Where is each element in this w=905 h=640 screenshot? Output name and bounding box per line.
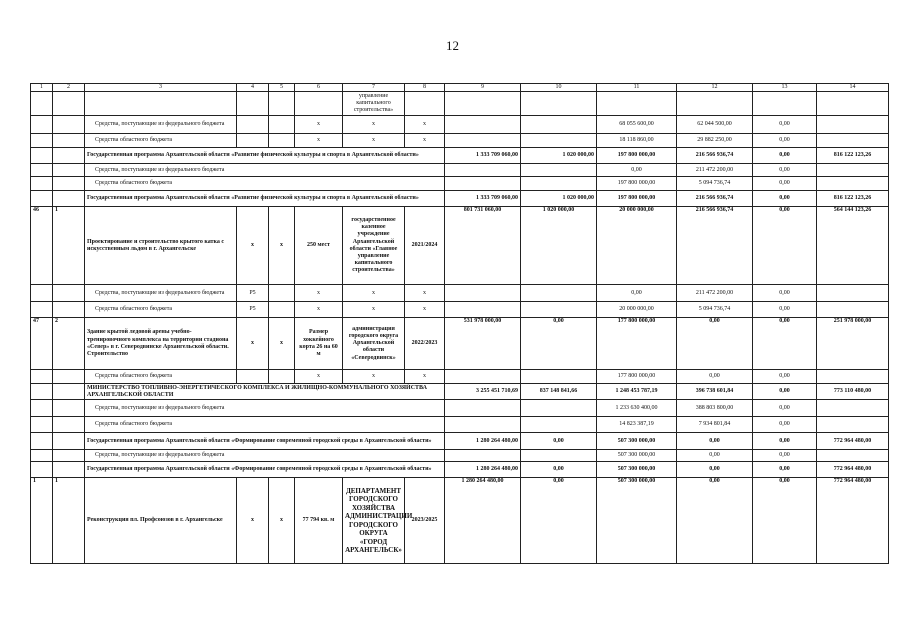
amount-cell: 18 118 860,00 [597, 134, 677, 148]
x-cell: х [343, 370, 405, 384]
funding-source-cell: Средства областного бюджета [85, 417, 445, 433]
table-row [31, 433, 889, 450]
x-cell: х [269, 318, 295, 370]
amount-cell: 20 000 000,00 [597, 302, 677, 318]
table-row [31, 92, 889, 116]
amount-cell: 68 055 600,00 [597, 116, 677, 134]
amount-cell: 507 300 000,00 [597, 450, 677, 462]
amount-cell: 0,00 [753, 433, 817, 450]
code-cell: Р5 [237, 302, 269, 318]
period-cell: 2021/2024 [405, 207, 445, 285]
amount-cell: 0,00 [753, 207, 817, 285]
table-row [31, 177, 889, 191]
x-cell: х [237, 478, 269, 564]
object-name: Проектирование и строительство крытого катка с искусственным льдом в г. Архангельске [85, 207, 237, 285]
funding-source-cell: Средства областного бюджета [85, 134, 237, 148]
x-cell: х [343, 302, 405, 318]
amount-cell: 801 731 060,00 [445, 207, 521, 285]
header-cell: 3 [85, 84, 237, 92]
amount-cell: 1 020 000,00 [521, 148, 597, 164]
x-cell: х [237, 318, 269, 370]
amount-cell: 564 144 123,26 [817, 207, 889, 285]
amount-cell: 0,00 [753, 164, 817, 177]
amount-cell: 1 020 000,00 [521, 191, 597, 207]
row-number: 1 [31, 478, 53, 564]
amount-cell: 1 333 709 060,00 [445, 148, 521, 164]
amount-cell: 211 472 200,00 [677, 285, 753, 302]
header-cell: 10 [521, 84, 597, 92]
amount-cell: 0,00 [753, 384, 817, 400]
header-cell: 6 [295, 84, 343, 92]
header-cell: 12 [677, 84, 753, 92]
amount-cell: 14 823 387,19 [597, 417, 677, 433]
x-cell: х [295, 302, 343, 318]
amount-cell: 772 964 480,00 [817, 462, 889, 478]
header-cell: 1 [31, 84, 53, 92]
header-cell: 2 [53, 84, 85, 92]
amount-cell: 0,00 [753, 370, 817, 384]
amount-cell: 197 800 000,00 [597, 177, 677, 191]
funding-source-cell: Средства областного бюджета [85, 370, 237, 384]
budget-table [30, 83, 889, 564]
amount-cell: 1 020 000,00 [521, 207, 597, 285]
amount-cell: 507 300 000,00 [597, 478, 677, 564]
header-cell: 5 [269, 84, 295, 92]
program-title: Государственная программа Архангельской области «Развитие физической культуры и спорта в Архангельской области» [85, 148, 445, 164]
amount-cell: 211 472 200,00 [677, 164, 753, 177]
amount-cell: 0,00 [753, 148, 817, 164]
funding-source-cell: Средства, поступающие из федерального бюджета [85, 400, 445, 417]
amount-cell: 0,00 [521, 318, 597, 370]
header-cell: 13 [753, 84, 817, 92]
header-cell: 7 [343, 84, 405, 92]
amount-cell: 0,00 [677, 450, 753, 462]
table-row [31, 318, 889, 370]
amount-cell: 20 000 000,00 [597, 207, 677, 285]
amount-cell: 0,00 [597, 285, 677, 302]
capacity-cell: Размер хоккейного корта 26 на 60 м [295, 318, 343, 370]
amount-cell: 177 800 000,00 [597, 370, 677, 384]
amount-cell: 0,00 [753, 134, 817, 148]
amount-cell: 0,00 [753, 302, 817, 318]
amount-cell: 0,00 [677, 478, 753, 564]
table-row [31, 370, 889, 384]
amount-cell: 1 333 709 060,00 [445, 191, 521, 207]
x-cell: х [343, 116, 405, 134]
x-cell: х [269, 207, 295, 285]
amount-cell: 0,00 [677, 370, 753, 384]
table-row [31, 462, 889, 478]
amount-cell: 0,00 [521, 433, 597, 450]
x-cell: х [237, 207, 269, 285]
amount-cell: 0,00 [753, 462, 817, 478]
amount-cell: 216 566 936,74 [677, 207, 753, 285]
amount-cell: 0,00 [753, 116, 817, 134]
row-number: 47 [31, 318, 53, 370]
amount-cell: 216 566 936,74 [677, 191, 753, 207]
amount-cell: 396 738 601,84 [677, 384, 753, 400]
table-row [31, 207, 889, 285]
funding-source-cell: Средства, поступающие из федерального бюджета [85, 450, 445, 462]
page-number: 12 [446, 38, 459, 53]
funding-source-cell: Средства областного бюджета [85, 177, 445, 191]
table-row [31, 450, 889, 462]
amount-cell: 773 110 480,00 [817, 384, 889, 400]
amount-cell: 1 280 264 480,00 [445, 478, 521, 564]
table-row [31, 302, 889, 318]
funding-source-cell: Средства, поступающие из федерального бюджета [85, 116, 237, 134]
amount-cell: 0,00 [597, 164, 677, 177]
amount-cell: 0,00 [753, 318, 817, 370]
row-number: 2 [53, 318, 85, 370]
program-title: Государственная программа Архангельской области «Формирование современной городской среды в Архангельской области» [85, 433, 445, 450]
amount-cell: 0,00 [677, 462, 753, 478]
amount-cell: 507 300 000,00 [597, 462, 677, 478]
amount-cell: 177 800 000,00 [597, 318, 677, 370]
amount-cell: 388 803 800,00 [677, 400, 753, 417]
table-row [31, 148, 889, 164]
period-cell: 2023/2025 [405, 478, 445, 564]
x-cell: х [343, 134, 405, 148]
amount-cell: 251 978 000,00 [817, 318, 889, 370]
x-cell: х [295, 116, 343, 134]
capacity-cell: 77 794 кв. м [295, 478, 343, 564]
responsible-cell: государственное казенное учреждение Архангельской области «Главное управление капитального строительства» [343, 207, 405, 285]
table-row [31, 191, 889, 207]
amount-cell: 531 978 000,00 [445, 318, 521, 370]
x-cell: х [295, 134, 343, 148]
table-row [31, 116, 889, 134]
funding-source-cell: Средства, поступающие из федерального бюджета [85, 164, 445, 177]
funding-source-cell: Средства, поступающие из федерального бюджета [85, 285, 237, 302]
amount-cell: 0,00 [753, 285, 817, 302]
table-row [31, 384, 889, 400]
x-cell: х [405, 134, 445, 148]
amount-cell: 816 122 123,26 [817, 191, 889, 207]
header-cell: 4 [237, 84, 269, 92]
amount-cell: 1 280 264 480,00 [445, 462, 521, 478]
code-cell: Р5 [237, 285, 269, 302]
amount-cell: 0,00 [753, 478, 817, 564]
row-number: 1 [53, 207, 85, 285]
row-number: 46 [31, 207, 53, 285]
header-cell: 11 [597, 84, 677, 92]
header-cell: 9 [445, 84, 521, 92]
x-cell: х [405, 285, 445, 302]
amount-cell: 1 233 630 400,00 [597, 400, 677, 417]
amount-cell: 1 248 453 787,19 [597, 384, 677, 400]
amount-cell: 0,00 [753, 177, 817, 191]
amount-cell: 197 800 000,00 [597, 191, 677, 207]
table-row [31, 164, 889, 177]
amount-cell: 0,00 [677, 433, 753, 450]
amount-cell: 3 255 451 710,69 [445, 384, 521, 400]
table-row [31, 417, 889, 433]
object-name: Здание крытой ледовой арены учебно-тренировочного комплекса на территории стадиона «Север» в г. Северодвинске Архангельской области. Строительство [85, 318, 237, 370]
program-title: Государственная программа Архангельской области «Развитие физической культуры и спорта в Архангельской области» [85, 191, 445, 207]
amount-cell: 0,00 [521, 478, 597, 564]
funding-source-cell: Средства областного бюджета [85, 302, 237, 318]
amount-cell: 0,00 [753, 191, 817, 207]
amount-cell: 5 094 736,74 [677, 302, 753, 318]
x-cell: х [295, 370, 343, 384]
x-cell: х [295, 285, 343, 302]
amount-cell: 0,00 [753, 450, 817, 462]
amount-cell: 29 882 250,00 [677, 134, 753, 148]
amount-cell: 197 800 000,00 [597, 148, 677, 164]
amount-cell: 0,00 [677, 318, 753, 370]
amount-cell: 0,00 [753, 417, 817, 433]
amount-cell: 62 044 500,00 [677, 116, 753, 134]
capacity-cell: 250 мест [295, 207, 343, 285]
table-row [31, 285, 889, 302]
row-number: 1 [53, 478, 85, 564]
amount-cell: 216 566 936,74 [677, 148, 753, 164]
amount-cell: 5 094 736,74 [677, 177, 753, 191]
responsible-cell: ДЕПАРТАМЕНТ ГОРОДСКОГО ХОЗЯЙСТВА АДМИНИСТРАЦИИ ГОРОДСКОГО ОКРУГА «ГОРОД АРХАНГЕЛЬСК» [343, 478, 405, 564]
amount-cell: 772 964 480,00 [817, 433, 889, 450]
amount-cell: 507 300 000,00 [597, 433, 677, 450]
responsible-cell: администрация городского округа Архангельской области «Северодвинск» [343, 318, 405, 370]
header-cell: 8 [405, 84, 445, 92]
amount-cell: 0,00 [521, 462, 597, 478]
program-title: Государственная программа Архангельской области «Формирование современной городской среды в Архангельской области» [85, 462, 445, 478]
x-cell: х [343, 285, 405, 302]
table-row [31, 134, 889, 148]
responsible-cell: управление капитального строительства» [343, 92, 405, 116]
object-name: Реконструкция пл. Профсоюзов в г. Архангельске [85, 478, 237, 564]
amount-cell: 816 122 123,26 [817, 148, 889, 164]
header-row [31, 84, 889, 92]
x-cell: х [405, 370, 445, 384]
header-cell: 14 [817, 84, 889, 92]
table-row [31, 478, 889, 564]
amount-cell: 1 280 264 480,00 [445, 433, 521, 450]
amount-cell: 7 934 801,84 [677, 417, 753, 433]
x-cell: х [405, 302, 445, 318]
table-row [31, 400, 889, 417]
x-cell: х [405, 116, 445, 134]
ministry-title: МИНИСТЕРСТВО ТОПЛИВНО-ЭНЕРГЕТИЧЕСКОГО КОМПЛЕКСА И ЖИЛИЩНО-КОММУНАЛЬНОГО ХОЗЯЙСТВА АРХАНГЕЛЬСКОЙ ОБЛАСТИ [85, 384, 445, 400]
amount-cell: 772 964 480,00 [817, 478, 889, 564]
period-cell: 2022/2023 [405, 318, 445, 370]
amount-cell: 0,00 [753, 400, 817, 417]
x-cell: х [269, 478, 295, 564]
amount-cell: 837 148 841,66 [521, 384, 597, 400]
